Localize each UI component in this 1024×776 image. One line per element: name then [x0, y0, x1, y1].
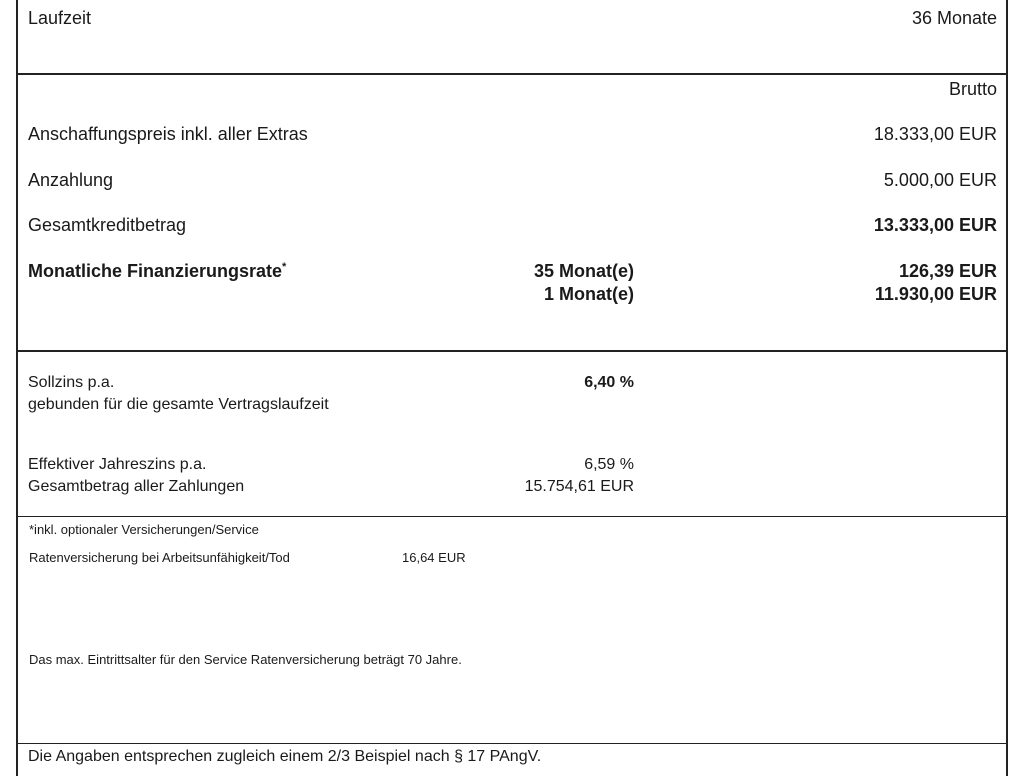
monthly-rate-months-1: 35 Monat(e)	[533, 261, 634, 281]
insurance-note: Das max. Eintrittsalter für den Service Ratenversicherung beträgt 70 Jahre.	[29, 652, 462, 667]
insurance-item-value: 16,64 EUR	[402, 550, 466, 565]
purchase-price-value: 18.333,00 EUR	[873, 124, 997, 144]
divider	[16, 516, 1008, 517]
insurance-item-label: Ratenversicherung bei Arbeitsunfähigkeit/Tod	[29, 550, 290, 565]
insurance-heading: *inkl. optionaler Versicherungen/Service	[29, 522, 259, 537]
monthly-rate-label-text: Monatliche Finanzierungsrate	[28, 261, 283, 281]
effective-rate-value: 6,59 %	[584, 456, 634, 473]
monthly-rate-amount-2: 11.930,00 EUR	[874, 284, 997, 304]
total-credit-label: Gesamtkreditbetrag	[28, 215, 187, 235]
monthly-rate-months-2: 1 Monat(e)	[544, 284, 634, 304]
purchase-price-label: Anschaffungspreis inkl. aller Extras	[28, 124, 308, 144]
total-credit-value: 13.333,00 EUR	[873, 215, 997, 235]
total-payments-value: 15.754,61 EUR	[524, 478, 634, 495]
term-value: 36 Monate	[911, 8, 997, 28]
total-payments-label: Gesamtbetrag aller Zahlungen	[28, 478, 245, 495]
monthly-rate-label	[28, 261, 286, 282]
borrowing-rate-note: gebunden für die gesamte Vertragslaufzeit	[28, 396, 329, 413]
monthly-rate-amount-1: 126,39 EUR	[898, 261, 997, 281]
down-payment-value: 5.000,00 EUR	[883, 170, 997, 190]
divider	[16, 743, 1008, 744]
asterisk-mark: *	[282, 261, 287, 273]
column-header-brutto: Brutto	[948, 79, 997, 99]
borrowing-rate-label: Sollzins p.a.	[28, 374, 115, 391]
down-payment-label: Anzahlung	[28, 170, 114, 190]
divider	[16, 350, 1008, 352]
divider	[16, 73, 1008, 75]
effective-rate-label: Effektiver Jahreszins p.a.	[28, 456, 207, 473]
term-label: Laufzeit	[28, 8, 92, 28]
footer-note: Die Angaben entsprechen zugleich einem 2/3 Beispiel nach § 17 PAngV.	[28, 748, 542, 765]
borrowing-rate-value: 6,40 %	[584, 374, 634, 391]
